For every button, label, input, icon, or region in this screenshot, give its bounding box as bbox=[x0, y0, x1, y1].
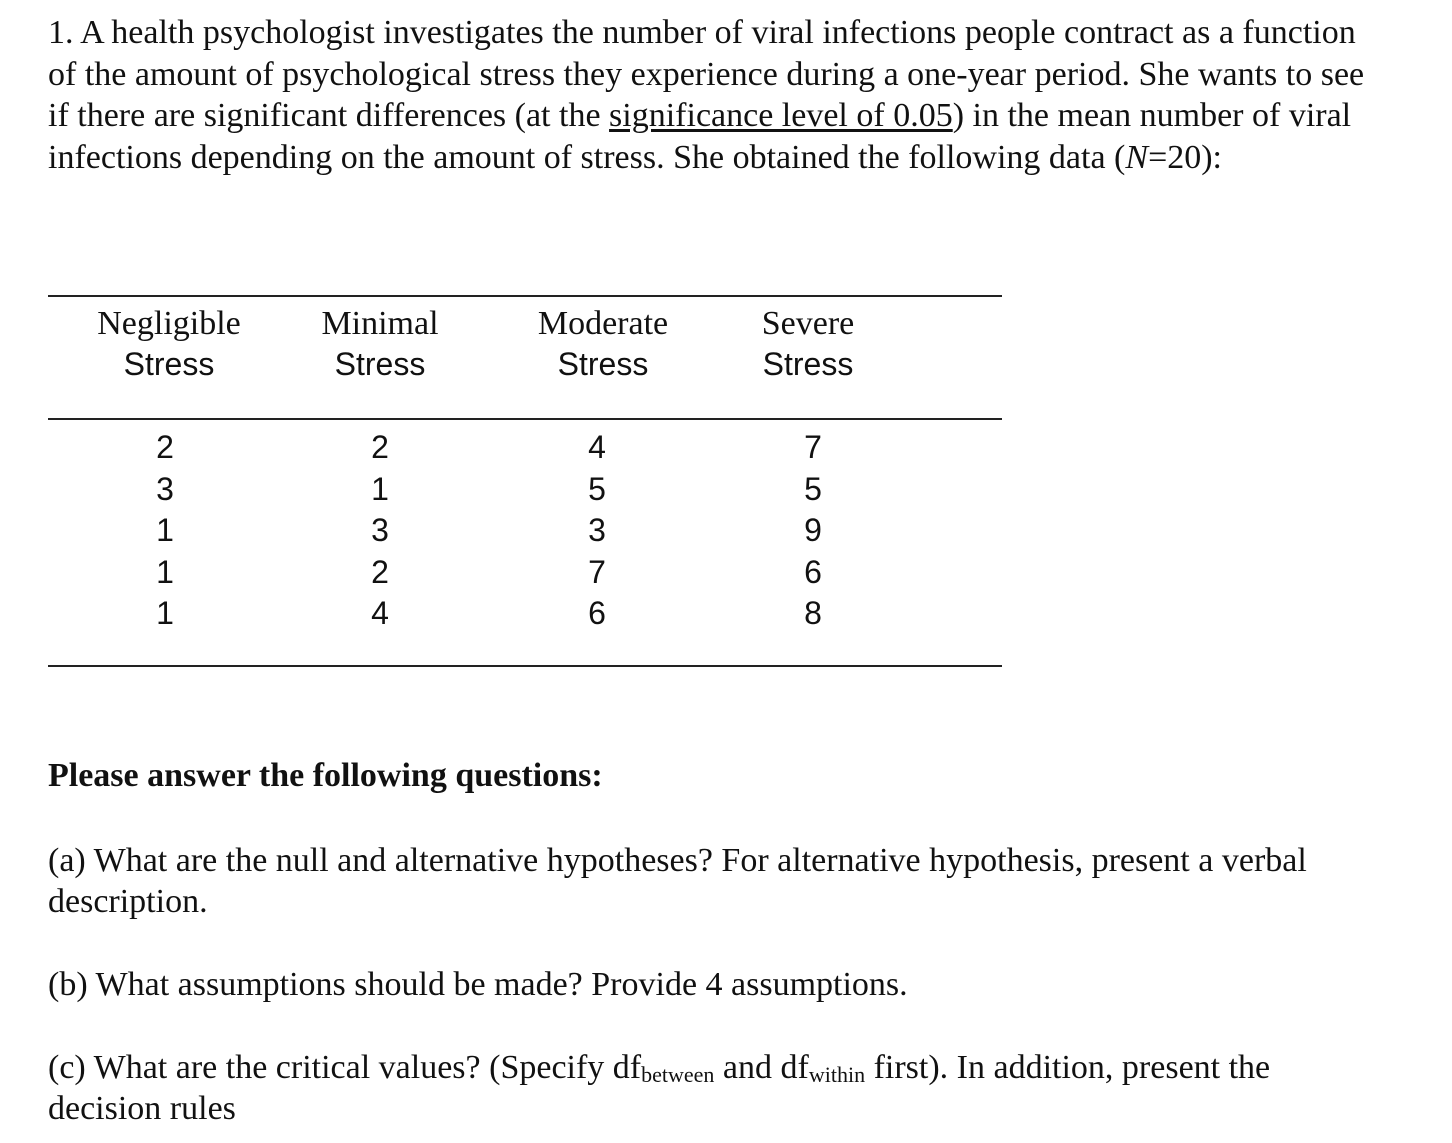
question-c bbox=[48, 1047, 1378, 1129]
table-cell: 2 bbox=[371, 553, 389, 590]
significance-level-link[interactable]: significance level of 0.05 bbox=[609, 97, 953, 134]
table-cell: 3 bbox=[156, 470, 174, 507]
table-cell: 4 bbox=[371, 595, 389, 631]
column-header-line1: Minimal bbox=[321, 305, 439, 342]
table-cell: 3 bbox=[371, 512, 389, 548]
column-header-line2: Stress bbox=[762, 346, 854, 382]
problem-text-start: 1. A health psychologist investigates the number of viral infections people contract as a function of the amount of psychological stress they experience during a one-year period. She wants to see if there are significant differences (at the bbox=[48, 14, 1365, 134]
table-top-rule bbox=[48, 295, 1002, 297]
questions-heading: Please answer the following questions: bbox=[48, 757, 603, 794]
table-cell: 9 bbox=[804, 512, 822, 548]
column-severe bbox=[713, 427, 913, 635]
column-moderate bbox=[497, 427, 697, 635]
table-cell: 4 bbox=[588, 429, 606, 465]
question-b: (b) What assumptions should be made? Provide 4 assumptions. bbox=[48, 966, 908, 1003]
column-header-moderate bbox=[493, 303, 713, 385]
table-cell: 1 bbox=[156, 512, 174, 548]
column-header-line1: Moderate bbox=[537, 305, 669, 342]
column-header-line2: Stress bbox=[123, 346, 215, 382]
column-header-minimal bbox=[270, 303, 490, 385]
problem-statement bbox=[48, 12, 1368, 178]
table-cell: 8 bbox=[804, 595, 822, 631]
table-cell: 2 bbox=[156, 429, 174, 465]
column-header-negligible bbox=[59, 303, 279, 385]
sample-size-variable: N bbox=[1125, 138, 1149, 176]
table-cell: 1 bbox=[156, 595, 174, 631]
table-cell: 6 bbox=[804, 553, 822, 590]
table-cell: 7 bbox=[804, 429, 822, 465]
table-cell: 5 bbox=[588, 470, 606, 507]
table-cell: 6 bbox=[588, 595, 606, 631]
table-cell: 5 bbox=[804, 470, 822, 507]
table-cell: 1 bbox=[371, 470, 389, 507]
table-cell: 3 bbox=[588, 512, 606, 548]
column-header-line2: Stress bbox=[334, 346, 426, 382]
question-c-text-3: first). In addition, present the decision rules bbox=[48, 1049, 1271, 1127]
column-header-line1: Negligible bbox=[97, 305, 241, 342]
question-c-text-2: and df bbox=[714, 1049, 809, 1086]
question-a: (a) What are the null and alternative hypotheses? For alternative hypothesis, present a verbal description. bbox=[48, 842, 1307, 920]
table-cell: 2 bbox=[371, 429, 389, 465]
column-header-line2: Stress bbox=[557, 346, 649, 382]
sample-size-value: =20): bbox=[1148, 138, 1223, 176]
table-cell: 1 bbox=[156, 553, 174, 590]
table-bottom-rule bbox=[48, 665, 1002, 667]
df-between-subscript: between bbox=[641, 1062, 715, 1087]
df-within-subscript: within bbox=[808, 1062, 866, 1087]
problem-text-end: ) in the mean number of viral infections depending on the amount of stress. She obtained the following data ( bbox=[48, 97, 1352, 176]
column-header-line1: Severe bbox=[761, 305, 855, 342]
column-negligible bbox=[65, 427, 265, 635]
question-c-text-1: (c) What are the critical values? (Specify df bbox=[48, 1049, 642, 1086]
column-header-severe bbox=[698, 303, 918, 385]
table-cell: 7 bbox=[588, 553, 606, 590]
column-minimal bbox=[280, 427, 480, 635]
table-header-rule bbox=[48, 418, 1002, 420]
